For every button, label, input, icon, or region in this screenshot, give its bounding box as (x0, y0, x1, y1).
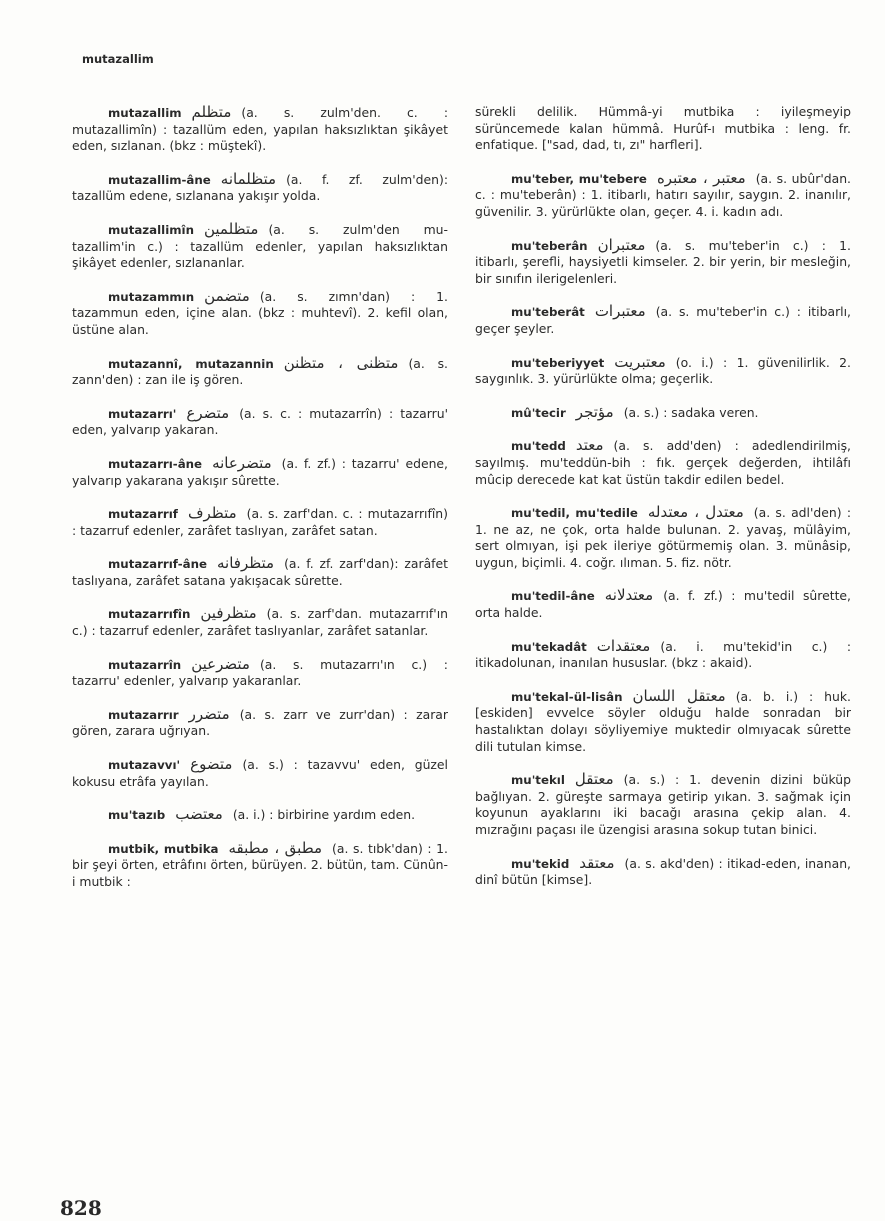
definition: sürekli delilik. Hümmâ-yi mutbika : iyileşmeyip sürüncemede kalan hümmâ. Hurûf-ı mutbika : leng. fr. enfatique. ["sad, dad, tı, zı" harfleri]. (475, 104, 851, 153)
headword: mutazallim (108, 106, 182, 120)
dictionary-entry (475, 303, 851, 337)
definition: (a. f. zf. zulm'den): tazallüm edene, sızlanana yakışır yolda. (72, 171, 448, 204)
left-column (72, 104, 448, 907)
headword: mu'tekid (511, 856, 570, 871)
definition: (a. f. zf.) : mu'tedil sûrette, orta halde. (475, 588, 851, 621)
definition: (a. s. mutazarrı'ın c.) : tazarru' edenler, yalvarıp yakaranlar. (72, 656, 448, 689)
dictionary-entry (475, 504, 851, 571)
definition: (a. i.) : birbirine yardım eden. (232, 807, 416, 823)
definition: (a. s. akd'den) : itikad-eden, inanan, dinî bütün [kimse]. (475, 855, 851, 888)
arabic-script: متضمن (204, 286, 250, 305)
dictionary-entry (475, 354, 851, 388)
arabic-script: معتضب (175, 805, 223, 824)
dictionary-entry (475, 437, 851, 488)
headword: mu'tekal-ül-lisân (511, 689, 623, 704)
dictionary-entry (475, 170, 851, 221)
right-column (475, 104, 851, 905)
headword: mu'teberât (511, 305, 585, 320)
arabic-script: متضرعانه (212, 453, 272, 472)
page-number: 828 (60, 1196, 102, 1220)
dictionary-entry (72, 455, 448, 489)
definition: (a. s. c. : mutazarrîn) : tazarru' eden, yalvarıp yakaran. (72, 405, 448, 438)
dictionary-entry (72, 605, 448, 639)
definition: (a. s. adl'den) : 1. ne az, ne çok, orta halde bulunan. 2. yavaş, mülâyim, sert olmıyan, işi pek ileriye götürmemiş olan. 3. münâsip, uygun, biçimli. 4. coğr. ılıman. 5. fiz. nötr. (475, 505, 852, 570)
definition: (a. s.) : tazavvu' eden, güzel kokusu etrâfa yayılan. (72, 757, 448, 789)
definition: (a. s.) : sadaka veren. (623, 404, 759, 420)
arabic-script: مطبق ، مطبقه (228, 838, 323, 857)
headword: mutazarrır (108, 707, 179, 722)
arabic-script: معتبريت (614, 352, 666, 371)
headword: mutazannî, mutazannin (108, 356, 274, 371)
arabic-script: معتبران (597, 235, 646, 254)
definition: (a. s. zımn'dan) : 1. tazammun eden, içine alan. (bkz : muhtevî). 2. kefil olan, üstüne alan. (72, 288, 448, 337)
arabic-script: معتد (575, 436, 604, 455)
headword: mu'tedil-âne (511, 589, 595, 604)
dictionary-entry (475, 404, 851, 422)
arabic-script: متضرع (186, 403, 230, 422)
dictionary-entry (72, 555, 448, 589)
dictionary-entry (475, 237, 851, 288)
arabic-script: معتبرات (594, 302, 646, 321)
definition: (a. s. zarr ve zurr'dan) : zarar gören, zarara uğrıyan. (72, 706, 448, 739)
headword: mu'tedd (511, 439, 566, 454)
dictionary-entry (72, 171, 448, 205)
definition: (a. s. mu'teber'in c.) : 1. itibarlı, şerefli, haysiyetli kimseler. 2. bir yerin, bir mesleğin, bir sınıfın ilerigelenleri. (475, 237, 851, 286)
dictionary-entry (475, 688, 851, 755)
running-header: mutazallim (82, 52, 154, 66)
arabic-script: معتقد (579, 853, 615, 872)
definition: (a. s. tıbk'dan) : 1. bir şeyi örten, etrâfını örten, bürüyen. 2. bütün, tam. Cünûn-i mutbik : (72, 840, 448, 889)
arabic-script: متظلمانه (220, 169, 277, 188)
definition: (a. s. zulm'den. c. : mutazallimîn) : tazallüm eden, yapılan haksızlıktan şikâyet eden, sızlanan. (bkz : müştekî). (72, 105, 448, 154)
dictionary-entry (72, 221, 448, 272)
headword: mutazarrıf (108, 507, 178, 522)
dictionary-entry (72, 405, 448, 439)
headword: mutazarrıfîn (108, 607, 191, 622)
headword: mu'teberiyyet (511, 355, 605, 370)
dictionary-entry (72, 756, 448, 790)
headword: mutazarrîn (108, 657, 182, 672)
definition: (a. f. zf. zarf'dan): zarâfet taslıyana, zarâfet satana yakışacak sûrette. (72, 556, 448, 588)
dictionary-entry (72, 840, 448, 891)
headword: mutazammın (108, 289, 195, 304)
definition: (a. s. ubûr'dan. c. : mu'teberân) : 1. itibarlı, hatırı sayılır, saygın. 2. inanılır, güvenilir. 3. yürürlükte olan, geçer. 4. i. kadın adı. (475, 170, 851, 219)
definition: (a. f. zf.) : tazarru' edene, yalvarıp yakarana yakışır sûrette. (72, 455, 448, 488)
headword: mu'tekıl (511, 773, 565, 788)
headword: mutazarrı' (108, 406, 177, 421)
arabic-script: معتقل اللسان (632, 686, 726, 705)
dictionary-entry (475, 104, 851, 154)
definition: (a. s. zarf'dan. mutazarrıf'ın c.) : tazarruf edenler, zarâfet taslıyanlar, zarâfet satanlar. (72, 606, 448, 639)
dictionary-entry (475, 771, 851, 838)
definition: (a. s. add'den) : adedlendirilmiş, sayılmış. mu'teddün-bih : fık. gerçek değerden, ihtilâfı mûcip derecede kat kat üstün takdir edilen bedel. (475, 438, 851, 487)
arabic-script: متظلم (191, 103, 232, 121)
arabic-script: متظرف (187, 504, 237, 523)
headword: mutazallim-âne (108, 172, 211, 187)
definition: (a. s.) : 1. devenin dizini büküp bağlıyan. 2. güreşte sarmaya getirip yıkan. 3. sağmak için koyunun ayaklarını iki bacağı arasına çekip alan. 4. mızrağını paçası ile üzengisi arasına sokup tutan binici. (475, 772, 851, 837)
headword: mutbik, mutbika (108, 841, 219, 856)
headword: mutazallimîn (108, 222, 194, 237)
dictionary-entry (475, 587, 851, 621)
arabic-script: متظرفين (200, 604, 257, 623)
headword: mû'tecir (511, 405, 566, 420)
arabic-script: متضوع (190, 755, 233, 774)
arabic-script: مؤتجر (575, 402, 614, 421)
arabic-script: متضرر (188, 704, 230, 723)
definition: (a. s. mu'teber'in c.) : itibarlı, geçer şeyler. (475, 304, 851, 336)
dictionary-entry (72, 706, 448, 740)
definition: (a. s. zann'den) : zan ile iş gören. (72, 355, 448, 388)
dictionary-entry (72, 104, 448, 155)
arabic-script: معتقدات (596, 636, 651, 655)
headword: mu'teber, mu'tebere (511, 171, 647, 186)
dictionary-entry (72, 656, 448, 690)
dictionary-entry (72, 806, 448, 824)
headword: mu'tedil, mu'tedile (511, 506, 638, 521)
arabic-script: معتبر ، معتبره (656, 168, 746, 187)
headword: mu'tekadât (511, 639, 587, 654)
arabic-script: متظلمين (203, 219, 259, 238)
headword: mu'teberân (511, 238, 588, 253)
dictionary-entry (72, 288, 448, 339)
arabic-script: متظنى ، متظنن (283, 353, 399, 372)
dictionary-entry (475, 638, 851, 672)
headword: mutazarrı-âne (108, 456, 203, 471)
dictionary-entry (72, 505, 448, 539)
dictionary-entry (475, 855, 851, 889)
dictionary-entry (72, 355, 448, 389)
definition: (a. s. zulm'den mu-tazallim'in c.) : tazallüm edenler, yapılan haksızlıktan şikâyet edenler, sızlananlar. (72, 221, 448, 271)
definition: (o. i.) : 1. güvenilirlik. 2. saygınlık. 3. yürürlükte olma; geçerlik. (475, 354, 851, 387)
arabic-script: معتقل (574, 770, 614, 789)
arabic-script: معتدلانه (604, 586, 654, 605)
definition: (a. i. mu'tekid'in c.) : itikadolunan, inanılan hususlar. (bkz : akaid). (475, 638, 851, 671)
definition: (a. s. zarf'dan. c. : mutazarrıfîn) : tazarruf edenler, zarâfet taslıyan, zarâfet satan. (72, 506, 448, 538)
arabic-script: متضرعين (191, 654, 250, 673)
headword: mu'tazıb (108, 808, 166, 823)
headword: mutazavvı' (108, 758, 181, 773)
arabic-script: متظرفانه (216, 554, 275, 573)
arabic-script: معتدل ، معتدله (647, 503, 744, 522)
headword: mutazarrıf-âne (108, 557, 207, 572)
definition: (a. b. i.) : huk. [eskiden] evvelce söyler olduğu halde sonradan bir hastalıktan dolayı söyliyemiye muktedir olmıyacak sûrette dili tutulan kimse. (475, 688, 851, 754)
